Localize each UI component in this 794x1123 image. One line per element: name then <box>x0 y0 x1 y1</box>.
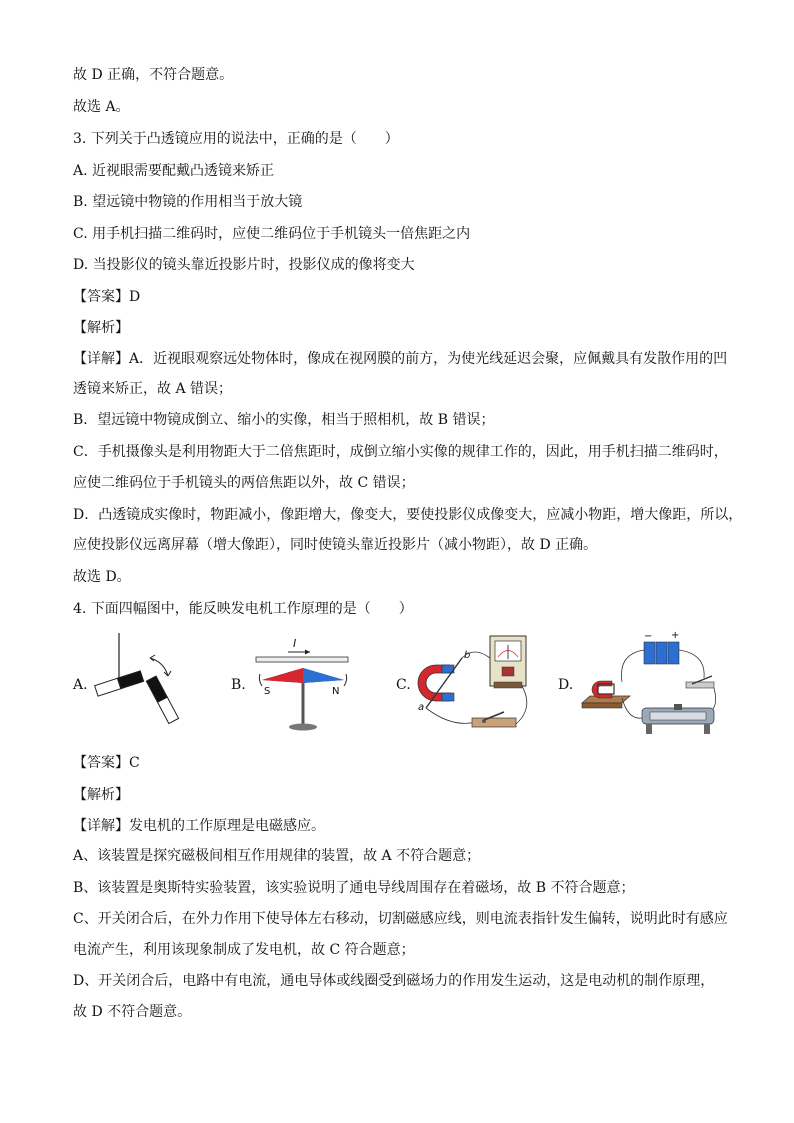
north-pole-label: N <box>332 686 340 697</box>
figure-c-induction <box>412 628 540 738</box>
option-c: C. 用手机扫描二维码时，应使二维码位于手机镜头一倍焦距之内 <box>73 226 471 242</box>
option-a: A. 近视眼需要配戴凸透镜来矫正 <box>73 163 275 179</box>
battery-plus-label: + <box>671 630 680 641</box>
figure-a-magnets <box>92 628 192 738</box>
figure-c-label: C. <box>396 677 411 693</box>
figure-b-label: B. <box>231 677 246 693</box>
explanation-line: B．望远镜中物镜成倒立、缩小的实像，相当于照相机，故 B 错误； <box>73 412 495 428</box>
analysis-label: 【解析】 <box>73 787 129 803</box>
explanation-line: D、开关闭合后，电路中有电流，通电导体或线圈受到磁场力的作用发生运动，这是电动机的制作原理， <box>73 973 715 989</box>
analysis-label: 【解析】 <box>73 320 129 336</box>
figure-b-oersted <box>248 628 358 738</box>
battery-minus-label: − <box>644 631 653 642</box>
question-3: 3. 下列关于凸透镜应用的说法中，正确的是（ ） <box>73 131 399 147</box>
explanation-line: 【详解】发电机的工作原理是电磁感应。 <box>73 818 325 834</box>
current-label: I <box>293 637 297 650</box>
explanation-line: 应使投影仪远离屏幕（增大像距），同时使镜头靠近投影片（减小物距），故 D 正确。 <box>73 537 598 553</box>
explanation-line: 【详解】A．近视眼观察远处物体时，像成在视网膜的前方，为使光线延迟会聚，应佩戴具有发散作用的凹 <box>73 351 728 367</box>
figure-d-label: D. <box>558 677 574 693</box>
explanation-line: 透镜来矫正，故 A 错误； <box>73 381 233 397</box>
answer-label: 【答案】D <box>73 289 141 305</box>
text-line: 故选 A。 <box>73 99 130 115</box>
point-b-label: b <box>464 650 471 661</box>
explanation-line: 故 D 不符合题意。 <box>73 1004 192 1020</box>
explanation-line: A、该装置是探究磁极间相互作用规律的装置，故 A 不符合题意； <box>73 848 481 864</box>
explanation-line: C．手机摄像头是利用物距大于二倍焦距时，成倒立缩小实像的规律工作的，因此，用手机扫描二维码时， <box>73 444 728 460</box>
explanation-line: 应使二维码位于手机镜头的两倍焦距以外，故 C 错误； <box>73 475 415 491</box>
explanation-line: B、该装置是奥斯特实验装置，该实验说明了通电导线周围存在着磁场，故 B 不符合题意； <box>73 880 635 896</box>
option-b: B. 望远镜中物镜的作用相当于放大镜 <box>73 194 303 210</box>
explanation-line: D．凸透镜成实像时，物距减小，像距增大，像变大，要使投影仪成像变大，应减小物距，增大像距，所以， <box>73 507 743 523</box>
figure-d-motor <box>578 628 724 740</box>
figure-row <box>0 628 794 740</box>
explanation-line: C、开关闭合后，在外力作用下使导体左右移动，切割磁感应线，则电流表指针发生偏转，说明此时有感应 <box>73 911 728 927</box>
explanation-line: 电流产生，利用该现象制成了发电机，故 C 符合题意； <box>73 942 415 958</box>
answer-label: 【答案】C <box>73 755 140 771</box>
figure-a-label: A. <box>73 677 88 693</box>
question-4: 4. 下面四幅图中，能反映发电机工作原理的是（ ） <box>73 601 413 617</box>
point-a-label: a <box>418 702 425 713</box>
text-line: 故选 D。 <box>73 569 131 585</box>
south-pole-label: S <box>264 686 271 697</box>
text-line: 故 D 正确，不符合题意。 <box>73 67 234 83</box>
option-d: D. 当投影仪的镜头靠近投影片时，投影仪成的像将变大 <box>73 257 415 273</box>
